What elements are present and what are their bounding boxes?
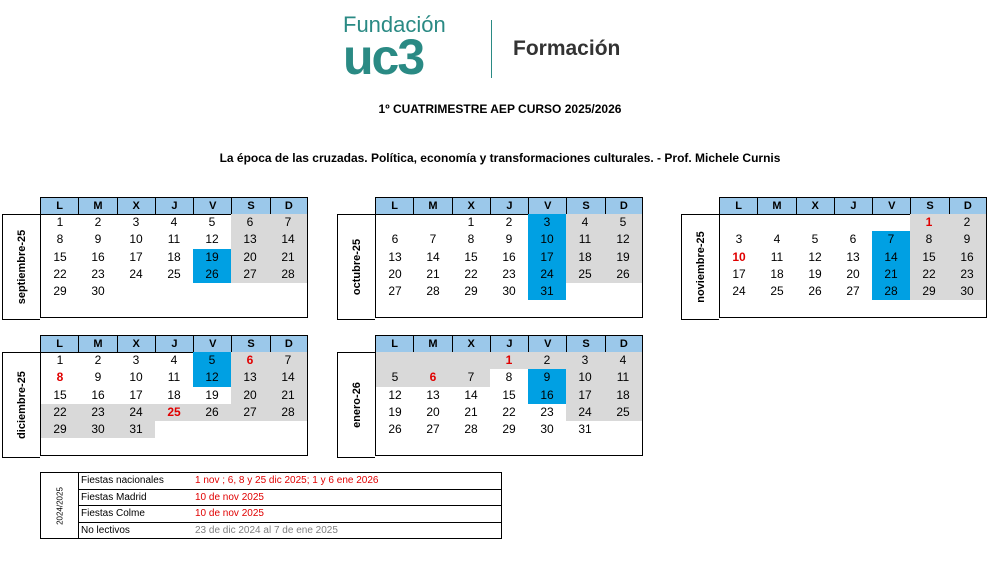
weekday-cell: D (605, 335, 643, 353)
day-cell (720, 214, 758, 231)
weekday-cell: V (193, 335, 231, 353)
weekday-header (40, 197, 308, 214)
day-cell (376, 352, 414, 369)
day-cell: 2 (948, 214, 986, 231)
legend-value: 10 de nov 2025 (195, 508, 264, 519)
legend-key: No lectivos (81, 524, 130, 536)
day-cell: 8 (467, 232, 475, 247)
day-cell: 16 (502, 249, 516, 264)
legend-value: 10 de nov 2025 (195, 491, 264, 503)
day-cell: 4 (170, 215, 178, 229)
day-cell: 22 (53, 266, 67, 281)
class-day-cell: 16 (528, 387, 566, 404)
weekday-cell: D (270, 197, 308, 215)
day-cell: 11 (167, 370, 181, 385)
day-cell: 29 (910, 283, 948, 300)
weekday-cell: J (155, 335, 193, 353)
day-cell: 30 (948, 283, 986, 300)
day-cell (834, 214, 872, 231)
weekday-cell: L (40, 335, 78, 353)
legend-row (79, 523, 501, 539)
day-grid (376, 214, 642, 300)
weekday-cell: M (757, 197, 795, 215)
weekday-cell: S (910, 197, 948, 215)
day-cell: 9 (948, 231, 986, 248)
weekday-cell: L (375, 335, 413, 353)
day-cell: 10 (129, 370, 143, 385)
day-cell: 6 (849, 232, 857, 247)
day-cell: 16 (91, 387, 105, 402)
day-cell: 9 (94, 232, 102, 247)
month-label: diciembre-25 (15, 371, 28, 439)
day-cell: 11 (566, 231, 604, 248)
day-cell: 5 (208, 215, 216, 229)
day-cell: 2 (505, 215, 513, 229)
legend-year: 2024/2025 (55, 486, 64, 525)
day-cell: 21 (269, 387, 307, 404)
holiday-day-cell: 10 (732, 249, 746, 264)
day-cell: 27 (388, 284, 402, 299)
logo-fundacion-text: Fundación (343, 12, 446, 37)
day-cell: 25 (770, 284, 784, 299)
day-cell: 1 (56, 215, 64, 229)
day-cell: 5 (604, 214, 642, 231)
legend-key: Fiestas nacionales (81, 475, 164, 486)
day-cell: 7 (429, 232, 437, 247)
fundacion-uc3-logo (343, 10, 633, 85)
month-label-cell (2, 352, 40, 458)
class-day-cell: 7 (872, 231, 910, 248)
day-cell: 27 (231, 266, 269, 283)
day-cell: 13 (426, 387, 440, 402)
day-cell: 12 (205, 232, 219, 247)
day-cell: 17 (129, 249, 143, 264)
day-cell: 29 (53, 284, 67, 299)
day-cell: 3 (132, 353, 140, 367)
class-day-cell: 31 (528, 283, 566, 300)
class-day-cell: 19 (193, 249, 231, 266)
day-grid (41, 352, 307, 438)
day-cell: 21 (426, 266, 440, 281)
weekday-cell: S (566, 197, 604, 215)
day-cell: 21 (269, 249, 307, 266)
day-cell: 28 (426, 284, 440, 299)
weekday-cell: D (949, 197, 987, 215)
logo-formacion-text: Formación (513, 37, 621, 60)
day-cell: 16 (91, 249, 105, 264)
day-cell: 25 (604, 404, 642, 421)
day-cell: 14 (269, 231, 307, 248)
day-cell (604, 421, 642, 438)
day-cell: 13 (231, 231, 269, 248)
legend-key: Fiestas Madrid (81, 491, 147, 503)
day-cell: 18 (770, 266, 784, 281)
day-cell: 19 (205, 387, 219, 402)
holiday-day-cell: 8 (56, 370, 64, 385)
day-cell: 19 (388, 404, 402, 419)
day-cell: 11 (604, 369, 642, 386)
day-cell: 12 (388, 387, 402, 402)
class-day-cell: 21 (872, 266, 910, 283)
class-day-cell: 12 (193, 369, 231, 386)
day-cell (155, 421, 193, 438)
day-cell: 3 (735, 232, 743, 247)
day-cell: 29 (464, 284, 478, 299)
holiday-day-cell: 1 (910, 214, 948, 231)
day-cell: 31 (117, 421, 155, 438)
weekday-cell: J (490, 197, 528, 215)
weekday-cell: X (117, 335, 155, 353)
day-cell (872, 214, 910, 231)
day-cell: 7 (269, 214, 307, 231)
day-cell: 15 (464, 249, 478, 264)
legend-row (79, 490, 501, 507)
day-cell (193, 283, 231, 300)
day-grid (376, 352, 642, 438)
day-cell: 26 (604, 266, 642, 283)
weekday-cell: J (490, 335, 528, 353)
day-cell: 1 (56, 353, 64, 367)
day-cell: 9 (505, 232, 513, 247)
day-cell: 30 (79, 421, 117, 438)
day-cell: 10 (129, 232, 143, 247)
day-cell: 4 (566, 214, 604, 231)
legend-key: Fiestas Colme (81, 508, 145, 519)
day-cell: 5 (811, 232, 819, 247)
day-cell (269, 283, 307, 300)
class-day-cell: 3 (528, 214, 566, 231)
holiday-day-cell: 25 (155, 404, 193, 421)
day-cell: 17 (732, 266, 746, 281)
day-cell: 27 (426, 422, 440, 437)
month-calendar (2, 335, 318, 457)
day-cell: 24 (732, 284, 746, 299)
day-cell: 20 (426, 404, 440, 419)
holiday-day-cell: 6 (231, 352, 269, 369)
day-cell (414, 214, 452, 231)
day-cell: 16 (948, 249, 986, 266)
weekday-cell: S (231, 335, 269, 353)
weekday-cell: V (528, 335, 566, 353)
day-cell (231, 421, 269, 438)
day-cell: 23 (502, 266, 516, 281)
day-cell: 11 (770, 249, 784, 264)
day-cell: 9 (94, 370, 102, 385)
day-cell: 28 (269, 404, 307, 421)
day-cell: 18 (167, 249, 181, 264)
day-cell: 8 (910, 231, 948, 248)
weekday-cell: S (566, 335, 604, 353)
month-label-cell (2, 214, 40, 320)
weekday-header (40, 335, 308, 352)
month-label: enero-26 (350, 382, 363, 428)
day-cell: 20 (231, 387, 269, 404)
weekday-header (375, 197, 643, 214)
day-cell: 3 (566, 352, 604, 369)
day-cell: 4 (604, 352, 642, 369)
day-cell (376, 214, 414, 231)
day-cell: 28 (269, 266, 307, 283)
month-label-cell (681, 214, 719, 320)
day-cell: 8 (505, 370, 513, 385)
weekday-header (375, 335, 643, 352)
day-cell: 27 (231, 404, 269, 421)
holiday-legend (40, 472, 502, 539)
day-cell: 2 (94, 215, 102, 229)
day-cell: 30 (91, 284, 105, 299)
class-day-cell: 26 (193, 266, 231, 283)
day-cell: 26 (193, 404, 231, 421)
day-cell: 13 (388, 249, 402, 264)
day-cell: 5 (376, 369, 414, 386)
day-cell: 8 (56, 232, 64, 247)
class-day-cell: 5 (193, 352, 231, 369)
day-cell: 20 (231, 249, 269, 266)
day-cell (155, 283, 193, 300)
day-cell: 15 (502, 387, 516, 402)
course-subtitle: La época de las cruzadas. Política, economía y transformaciones culturales. - Prof. Michele Curnis (219, 151, 781, 165)
weekday-cell: M (413, 197, 451, 215)
day-cell: 26 (388, 422, 402, 437)
day-cell: 26 (808, 284, 822, 299)
day-cell (193, 421, 231, 438)
weekday-cell: M (413, 335, 451, 353)
month-calendar (681, 197, 997, 319)
day-cell: 12 (808, 249, 822, 264)
day-cell (604, 283, 642, 300)
day-cell (117, 283, 155, 300)
day-cell: 17 (129, 387, 143, 402)
weekday-header (719, 197, 987, 214)
day-cell: 19 (604, 249, 642, 266)
day-cell: 11 (167, 232, 181, 247)
day-cell: 3 (132, 215, 140, 229)
day-cell (796, 214, 834, 231)
weekday-cell: S (231, 197, 269, 215)
holiday-day-cell: 1 (490, 352, 528, 369)
month-calendar (2, 197, 318, 319)
day-cell (566, 283, 604, 300)
holiday-day-cell: 6 (414, 369, 452, 386)
legend-row (79, 473, 501, 490)
day-cell: 27 (846, 284, 860, 299)
day-cell (414, 352, 452, 369)
day-cell: 13 (846, 249, 860, 264)
day-cell: 22 (41, 404, 79, 421)
day-cell: 15 (53, 249, 67, 264)
legend-year-cell (41, 473, 79, 538)
class-day-cell: 28 (872, 283, 910, 300)
day-cell: 23 (948, 266, 986, 283)
day-cell (452, 352, 490, 369)
day-cell: 1 (467, 215, 475, 229)
day-cell: 6 (391, 232, 399, 247)
day-cell: 13 (231, 369, 269, 386)
weekday-cell: L (40, 197, 78, 215)
day-cell: 17 (566, 387, 604, 404)
day-cell: 31 (578, 422, 592, 437)
class-day-cell: 14 (872, 249, 910, 266)
class-day-cell: 24 (528, 266, 566, 283)
class-day-cell: 17 (528, 249, 566, 266)
day-cell: 30 (502, 284, 516, 299)
day-cell: 20 (388, 266, 402, 281)
legend-value: 1 nov ; 6, 8 y 25 dic 2025; 1 y 6 ene 2026 (195, 475, 379, 486)
day-cell: 25 (167, 266, 181, 281)
day-cell: 28 (464, 422, 478, 437)
day-cell: 10 (566, 369, 604, 386)
day-cell: 23 (79, 404, 117, 421)
day-cell: 18 (167, 387, 181, 402)
month-label: noviembre-25 (694, 231, 707, 303)
weekday-cell: V (528, 197, 566, 215)
weekday-cell: J (155, 197, 193, 215)
day-cell: 14 (269, 369, 307, 386)
month-calendar (337, 197, 653, 319)
month-label: septiembre-25 (15, 229, 28, 305)
day-cell: 4 (773, 232, 781, 247)
month-label-cell (337, 214, 375, 320)
month-label-cell (337, 352, 375, 458)
day-cell (758, 214, 796, 231)
weekday-cell: D (270, 335, 308, 353)
weekday-cell: D (605, 197, 643, 215)
day-cell: 25 (566, 266, 604, 283)
day-cell: 24 (117, 404, 155, 421)
month-label: octubre-25 (350, 238, 363, 296)
page-title: 1º CUATRIMESTRE AEP CURSO 2025/2026 (378, 102, 622, 116)
day-cell (231, 283, 269, 300)
weekday-cell: X (452, 197, 490, 215)
day-cell: 20 (846, 266, 860, 281)
weekday-cell: M (78, 335, 116, 353)
weekday-cell: X (452, 335, 490, 353)
weekday-cell: M (78, 197, 116, 215)
day-cell: 7 (452, 369, 490, 386)
class-day-cell: 10 (528, 231, 566, 248)
day-cell: 23 (540, 404, 554, 419)
weekday-cell: L (375, 197, 413, 215)
legend-row (79, 506, 501, 523)
day-cell: 24 (566, 404, 604, 421)
day-cell: 21 (464, 404, 478, 419)
day-cell: 29 (41, 421, 79, 438)
day-cell: 18 (566, 249, 604, 266)
legend-value: 23 de dic 2024 al 7 de ene 2025 (195, 524, 338, 536)
day-cell: 29 (502, 422, 516, 437)
weekday-cell: L (719, 197, 757, 215)
day-cell: 22 (910, 266, 948, 283)
day-cell: 22 (464, 266, 478, 281)
month-calendar (337, 335, 653, 457)
day-cell: 18 (604, 387, 642, 404)
day-grid (720, 214, 986, 300)
day-grid (41, 214, 307, 300)
class-day-cell: 9 (528, 369, 566, 386)
day-cell: 19 (808, 266, 822, 281)
day-cell: 15 (910, 249, 948, 266)
logo-divider (491, 20, 492, 78)
day-cell: 22 (502, 404, 516, 419)
day-cell: 12 (604, 231, 642, 248)
day-cell: 14 (464, 387, 478, 402)
weekday-cell: X (796, 197, 834, 215)
day-cell: 7 (269, 352, 307, 369)
weekday-cell: V (872, 197, 910, 215)
weekday-cell: J (834, 197, 872, 215)
day-cell: 24 (129, 266, 143, 281)
day-cell: 15 (53, 387, 67, 402)
weekday-cell: V (193, 197, 231, 215)
day-cell (269, 421, 307, 438)
logo-uc3-text: uc3 (343, 29, 424, 85)
day-cell: 6 (231, 214, 269, 231)
day-cell: 2 (94, 353, 102, 367)
day-cell: 30 (540, 422, 554, 437)
day-cell: 2 (528, 352, 566, 369)
day-cell: 14 (426, 249, 440, 264)
day-cell: 4 (170, 353, 178, 367)
day-cell: 23 (91, 266, 105, 281)
weekday-cell: X (117, 197, 155, 215)
